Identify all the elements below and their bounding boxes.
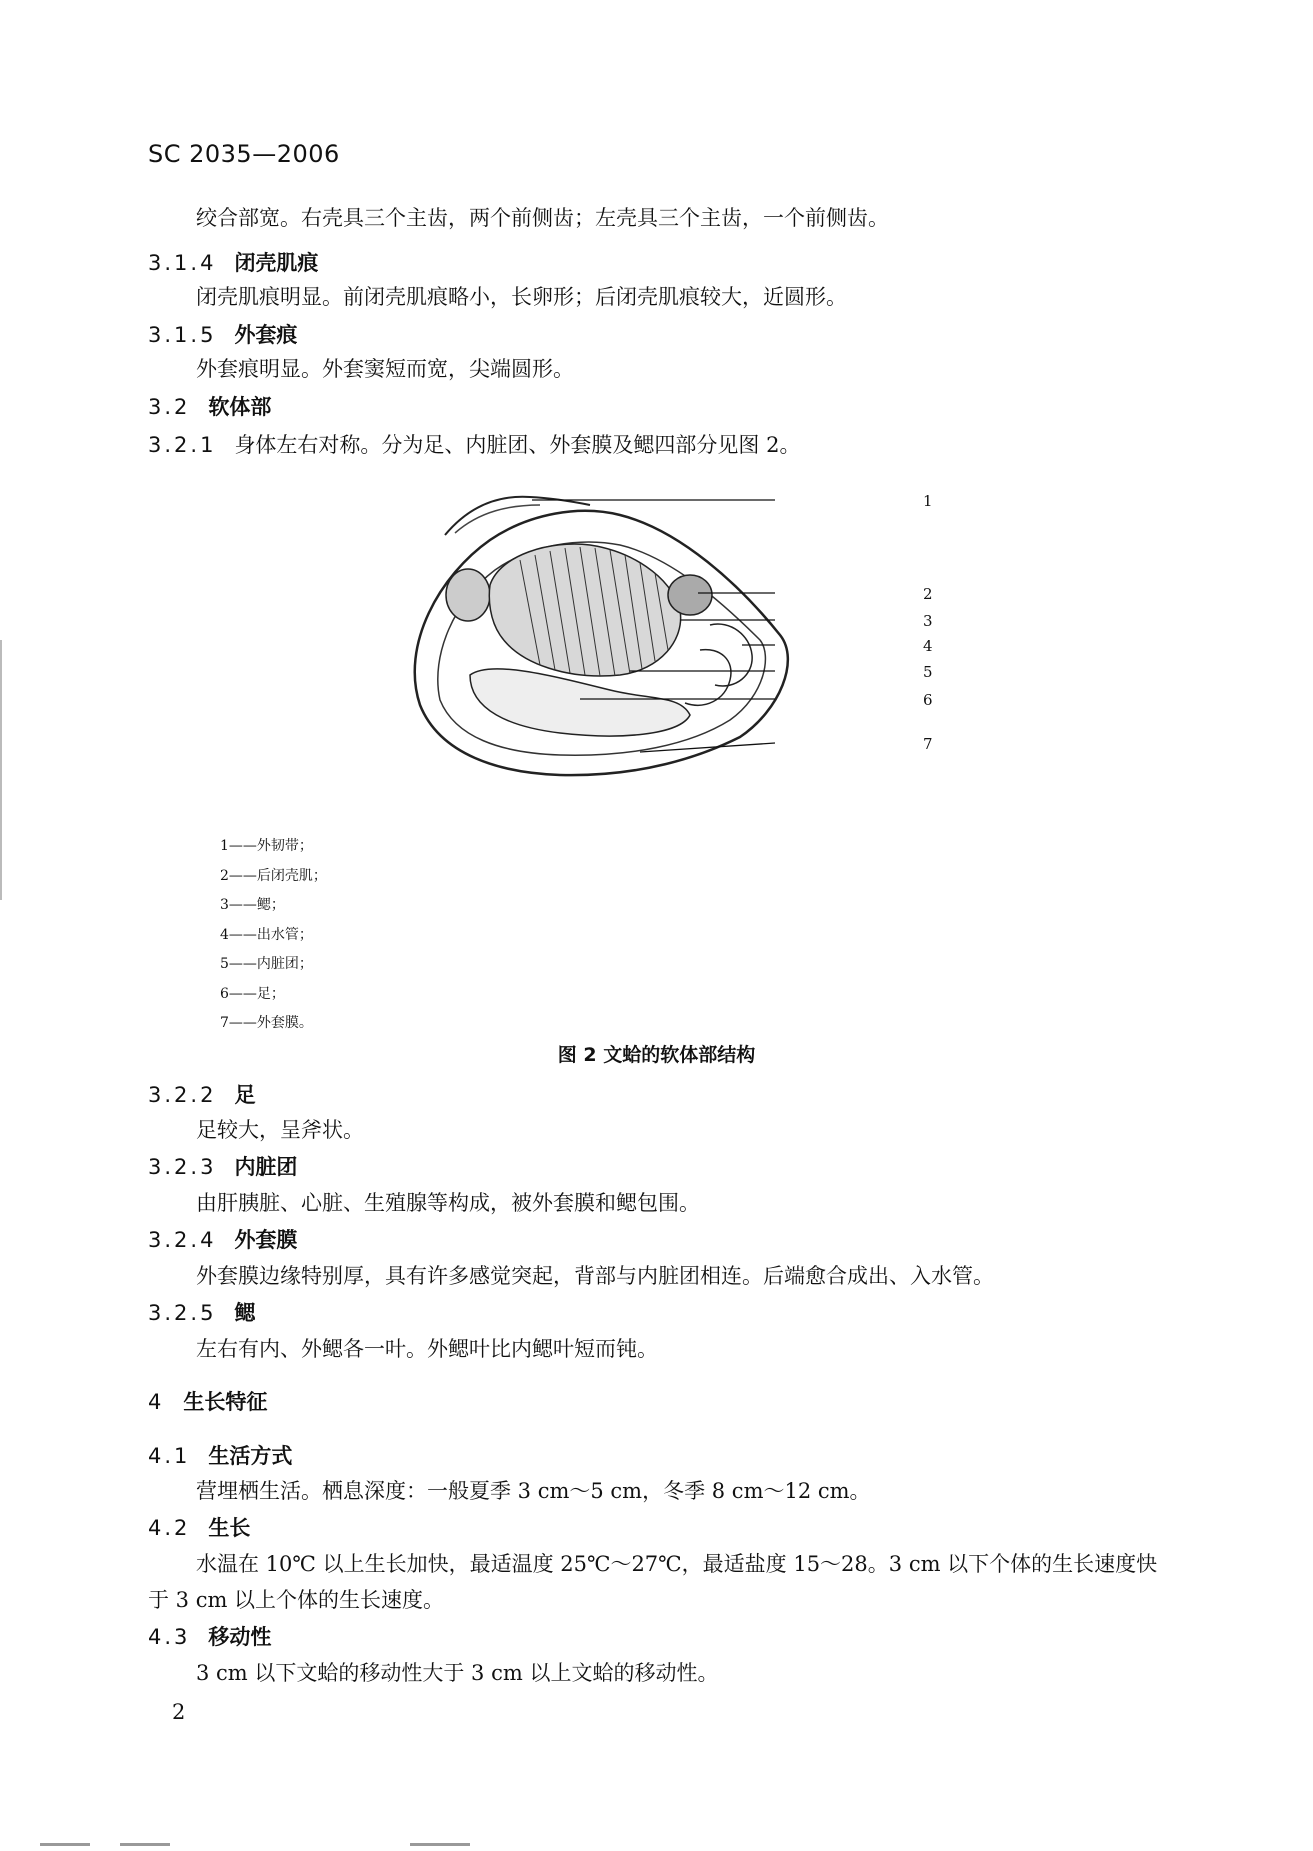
heading-3-1-4 [148, 248, 318, 278]
ligament-inner [455, 505, 540, 533]
legend-item: 5——内脏团； [220, 956, 313, 972]
figure-caption: 图 2 文蛤的软体部结构 [557, 1044, 756, 1066]
heading-title: 生长特征 [183, 1390, 268, 1414]
paragraph-foot: 足较大，呈斧状。 [196, 1118, 364, 1142]
heading-4 [148, 1387, 267, 1417]
heading-title: 足 [234, 1083, 256, 1107]
heading-number: 3.1.5 [148, 323, 217, 347]
clam-anatomy-figure [380, 475, 960, 815]
heading-number: 3.1.4 [148, 251, 217, 275]
heading-3-2-1 [148, 430, 800, 460]
legend-item: 7——外套膜。 [220, 1015, 313, 1031]
heading-3-1-5 [148, 320, 297, 350]
heading-title: 移动性 [208, 1625, 272, 1649]
heading-number: 3.2.2 [148, 1083, 217, 1107]
callout-7: 7 [923, 735, 933, 753]
paragraph-visceral-mass: 由肝胰脏、心脏、生殖腺等构成，被外套膜和鳃包围。 [196, 1191, 700, 1215]
heading-title: 闭壳肌痕 [234, 251, 319, 275]
heading-number: 4 [148, 1390, 162, 1414]
heading-number: 3.2 [148, 395, 191, 419]
scan-mark [410, 1843, 470, 1846]
anterior-adductor-shape [446, 569, 490, 621]
callout-4: 4 [923, 637, 933, 655]
heading-number: 4.3 [148, 1625, 191, 1649]
heading-3-2-4 [148, 1225, 297, 1255]
heading-number: 4.2 [148, 1516, 191, 1540]
heading-number: 3.2.3 [148, 1155, 217, 1179]
heading-3-2-2 [148, 1080, 255, 1110]
callout-1: 1 [923, 492, 933, 510]
paragraph-hinge: 绞合部宽。右壳具三个主齿，两个前侧齿；左壳具三个主齿，一个前侧齿。 [196, 206, 889, 230]
heading-title: 生长 [208, 1516, 251, 1540]
heading-4-2 [148, 1513, 250, 1543]
heading-title: 内脏团 [234, 1155, 298, 1179]
siphon-shape-2 [685, 650, 731, 706]
scan-mark [120, 1843, 170, 1846]
heading-title: 软体部 [208, 395, 272, 419]
callout-3: 3 [923, 612, 933, 630]
paragraph-mantle: 外套膜边缘特别厚，具有许多感觉突起，背部与内脏团相连。后端愈合成出、入水管。 [196, 1264, 994, 1288]
paragraph-adductor-scar: 闭壳肌痕明显。前闭壳肌痕略小，长卵形；后闭壳肌痕较大，近圆形。 [196, 285, 847, 309]
heading-number: 3.2.4 [148, 1228, 217, 1252]
paragraph-mobility: 3 cm 以下文蛤的移动性大于 3 cm 以上文蛤的移动性。 [196, 1661, 719, 1685]
heading-title: 生活方式 [208, 1444, 293, 1468]
scan-edge-shadow [0, 640, 2, 900]
heading-title: 外套痕 [234, 323, 298, 347]
heading-4-3 [148, 1622, 271, 1652]
figure-legend [220, 832, 327, 1039]
heading-inline-text: 身体左右对称。分为足、内脏团、外套膜及鳃四部分见图 2。 [234, 433, 801, 457]
legend-item: 6——足； [220, 985, 285, 1002]
heading-number: 3.2.5 [148, 1301, 217, 1325]
legend-item: 2——后闭壳肌； [220, 867, 327, 884]
paragraph-life-habit: 营埋栖生活。栖息深度：一般夏季 3 cm～5 cm，冬季 8 cm～12 cm。 [196, 1479, 871, 1503]
callout-2: 2 [923, 585, 933, 603]
legend-item: 4——出水管； [220, 926, 313, 943]
heading-number: 4.1 [148, 1444, 191, 1468]
legend-item: 3——鳃； [220, 897, 285, 913]
posterior-adductor-shape [668, 575, 712, 615]
callout-6: 6 [923, 691, 933, 709]
heading-number: 3.2.1 [148, 433, 217, 457]
foot-shape [470, 669, 690, 736]
heading-3-2-3 [148, 1152, 297, 1182]
paragraph-growth-line-2: 于 3 cm 以上个体的生长速度。 [148, 1588, 445, 1612]
legend-item: 1——外韧带； [220, 838, 313, 854]
heading-title: 鳃 [234, 1301, 256, 1325]
paragraph-pallial-line: 外套痕明显。外套窦短而宽，尖端圆形。 [196, 357, 574, 381]
heading-3-2 [148, 392, 271, 422]
callout-5: 5 [923, 663, 933, 681]
heading-title: 外套膜 [234, 1228, 298, 1252]
paragraph-growth-line-1: 水温在 10℃ 以上生长加快，最适温度 25℃～27℃，最适盐度 15～28。3 cm 以下个体的生长速度快 [196, 1552, 1158, 1576]
ligament-shape [445, 497, 590, 535]
scan-mark [40, 1843, 90, 1846]
standard-code: SC 2035—2006 [148, 140, 340, 168]
visceral-mass-shape [489, 544, 680, 676]
heading-4-1 [148, 1441, 292, 1471]
heading-3-2-5 [148, 1298, 255, 1328]
paragraph-gill: 左右有内、外鳃各一叶。外鳃叶比内鳃叶短而钝。 [196, 1337, 658, 1361]
page-number: 2 [172, 1700, 186, 1724]
